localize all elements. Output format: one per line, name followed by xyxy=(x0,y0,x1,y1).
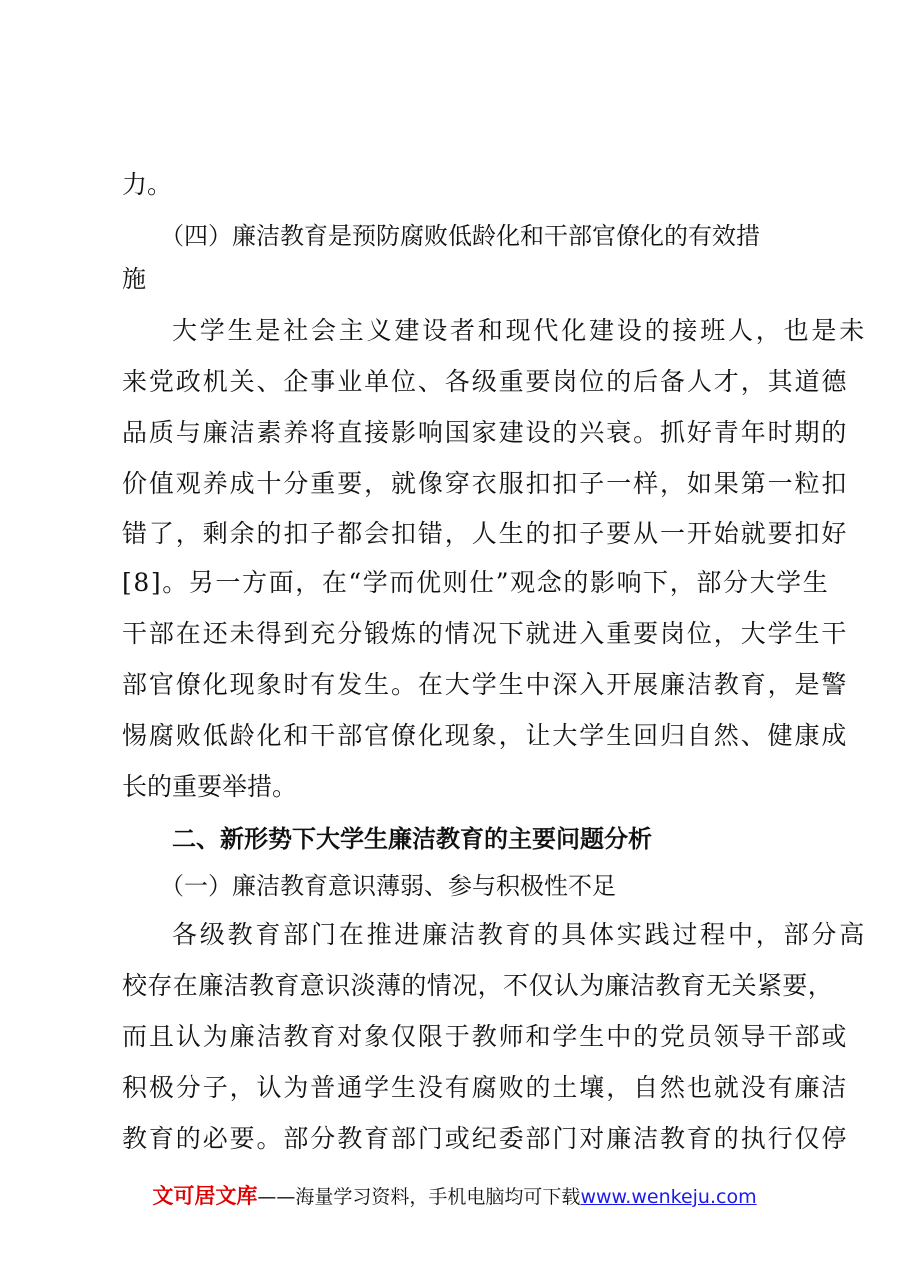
section-heading-2: 二、新形势下大学生廉洁教育的主要问题分析 xyxy=(172,825,652,853)
text-line: 部官僚化现象时有发生。在大学生中深入开展廉洁教育，是警 xyxy=(122,670,849,699)
text-line: 错了，剩余的扣子都会扣错，人生的扣子要从一开始就要扣好 xyxy=(122,519,849,548)
text-line: 积极分子，认为普通学生没有腐败的土壤，自然也就没有廉洁 xyxy=(122,1073,849,1102)
text-line: 力。 xyxy=(122,170,173,199)
text-line: 价值观养成十分重要，就像穿衣服扣扣子一样，如果第一粒扣 xyxy=(122,469,849,498)
footer-banner xyxy=(0,1181,909,1212)
text-line: 干部在还未得到充分锻炼的情况下就进入重要岗位，大学生干 xyxy=(122,619,849,648)
text-line: 而且认为廉洁教育对象仅限于教师和学生中的党员领导干部或 xyxy=(122,1022,849,1051)
text-line: 长的重要举措。 xyxy=(122,772,298,801)
text-line: 惕腐败低龄化和干部官僚化现象，让大学生回归自然、健康成 xyxy=(122,721,849,750)
text-line: 校存在廉洁教育意识淡薄的情况，不仅认为廉洁教育无关紧要， xyxy=(122,971,834,1000)
footer-brand: 文可居文库 xyxy=(152,1184,258,1208)
footer-tagline: ——海量学习资料，手机电脑均可下载 xyxy=(257,1186,581,1208)
text-line: 大学生是社会主义建设者和现代化建设的接班人，也是未 xyxy=(172,316,868,345)
text-line: 来党政机关、企事业单位、各级重要岗位的后备人才，其道德 xyxy=(122,367,849,396)
text-line: 教育的必要。部分教育部门或纪委部门对廉洁教育的执行仅停 xyxy=(122,1124,849,1153)
section-heading-4-cont: 施 xyxy=(122,265,146,293)
section-heading-2-1: （一）廉洁教育意识薄弱、参与积极性不足 xyxy=(160,872,616,900)
text-line: [8]。另一方面，在“学而优则仕”观念的影响下，部分大学生 xyxy=(122,568,830,597)
footer-link[interactable]: www.wenkeju.com xyxy=(580,1186,757,1208)
text-line: 品质与廉洁素养将直接影响国家建设的兴衰。抓好青年时期的 xyxy=(122,418,849,447)
text-line: 各级教育部门在推进廉洁教育的具体实践过程中，部分高 xyxy=(172,920,868,949)
section-heading-4: （四）廉洁教育是预防腐败低龄化和干部官僚化的有效措 xyxy=(160,222,760,250)
